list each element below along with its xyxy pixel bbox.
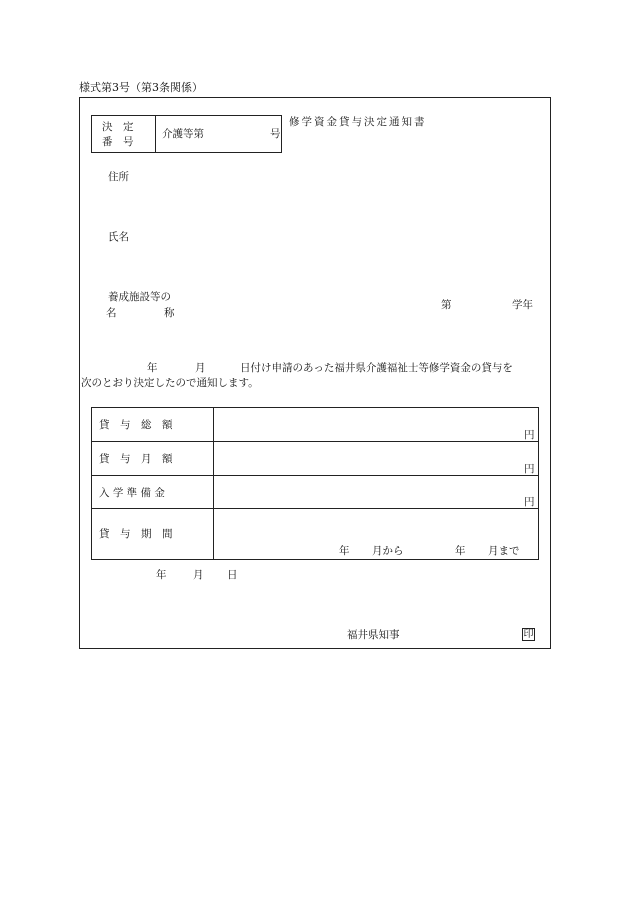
period-from-year: 年 (339, 545, 350, 557)
admission-prep-label: 入 学 準 備 金 (99, 487, 165, 499)
facility-label-name-char: 名 (106, 307, 117, 319)
decision-number-box (91, 115, 282, 153)
period-to-month: 月まで (488, 545, 520, 557)
body-text-line1: 日付け申請のあった福井県介護福祉士等修学資金の貸与を (240, 362, 513, 374)
decision-label-line2: 番 号 (102, 136, 134, 148)
name-label: 氏名 (108, 231, 129, 243)
decision-box-divider (155, 116, 156, 152)
admission-prep-unit: 円 (524, 496, 535, 508)
document-title: 修学資金貸与決定通知書 (289, 116, 427, 128)
facility-label-line1: 養成施設等の (108, 291, 171, 303)
grade-suffix: 学年 (512, 299, 533, 311)
table-row-divider (92, 475, 538, 476)
total-amount-label: 貸 与 総 額 (99, 419, 173, 431)
table-row-divider (92, 508, 538, 509)
decision-number-prefix: 介護等第 (162, 128, 204, 140)
body-text-line2: 次のとおり決定したので通知します。 (81, 377, 259, 389)
issuer-name: 福井県知事 (347, 629, 400, 641)
table-column-divider (213, 408, 214, 559)
date-day: 日 (227, 569, 238, 581)
loan-period-label: 貸 与 期 間 (99, 528, 173, 540)
grade-prefix: 第 (441, 299, 452, 311)
table-row-divider (92, 441, 538, 442)
decision-label-line1: 決 定 (102, 121, 134, 133)
period-from-month: 月から (372, 545, 404, 557)
total-amount-unit: 円 (524, 429, 535, 441)
decision-number-suffix: 号 (270, 128, 281, 140)
address-label: 住所 (108, 171, 129, 183)
monthly-amount-unit: 円 (524, 463, 535, 475)
monthly-amount-label: 貸 与 月 額 (99, 453, 173, 465)
form-number-label: 様式第3号（第3条関係） (79, 81, 203, 94)
date-month: 月 (193, 569, 204, 581)
body-month: 月 (195, 362, 206, 374)
loan-details-table (91, 407, 539, 560)
facility-label-title-char: 称 (164, 307, 175, 319)
body-year: 年 (147, 362, 158, 374)
date-year: 年 (156, 569, 167, 581)
seal-stamp-box: 印 (523, 629, 534, 640)
period-to-year: 年 (455, 545, 466, 557)
